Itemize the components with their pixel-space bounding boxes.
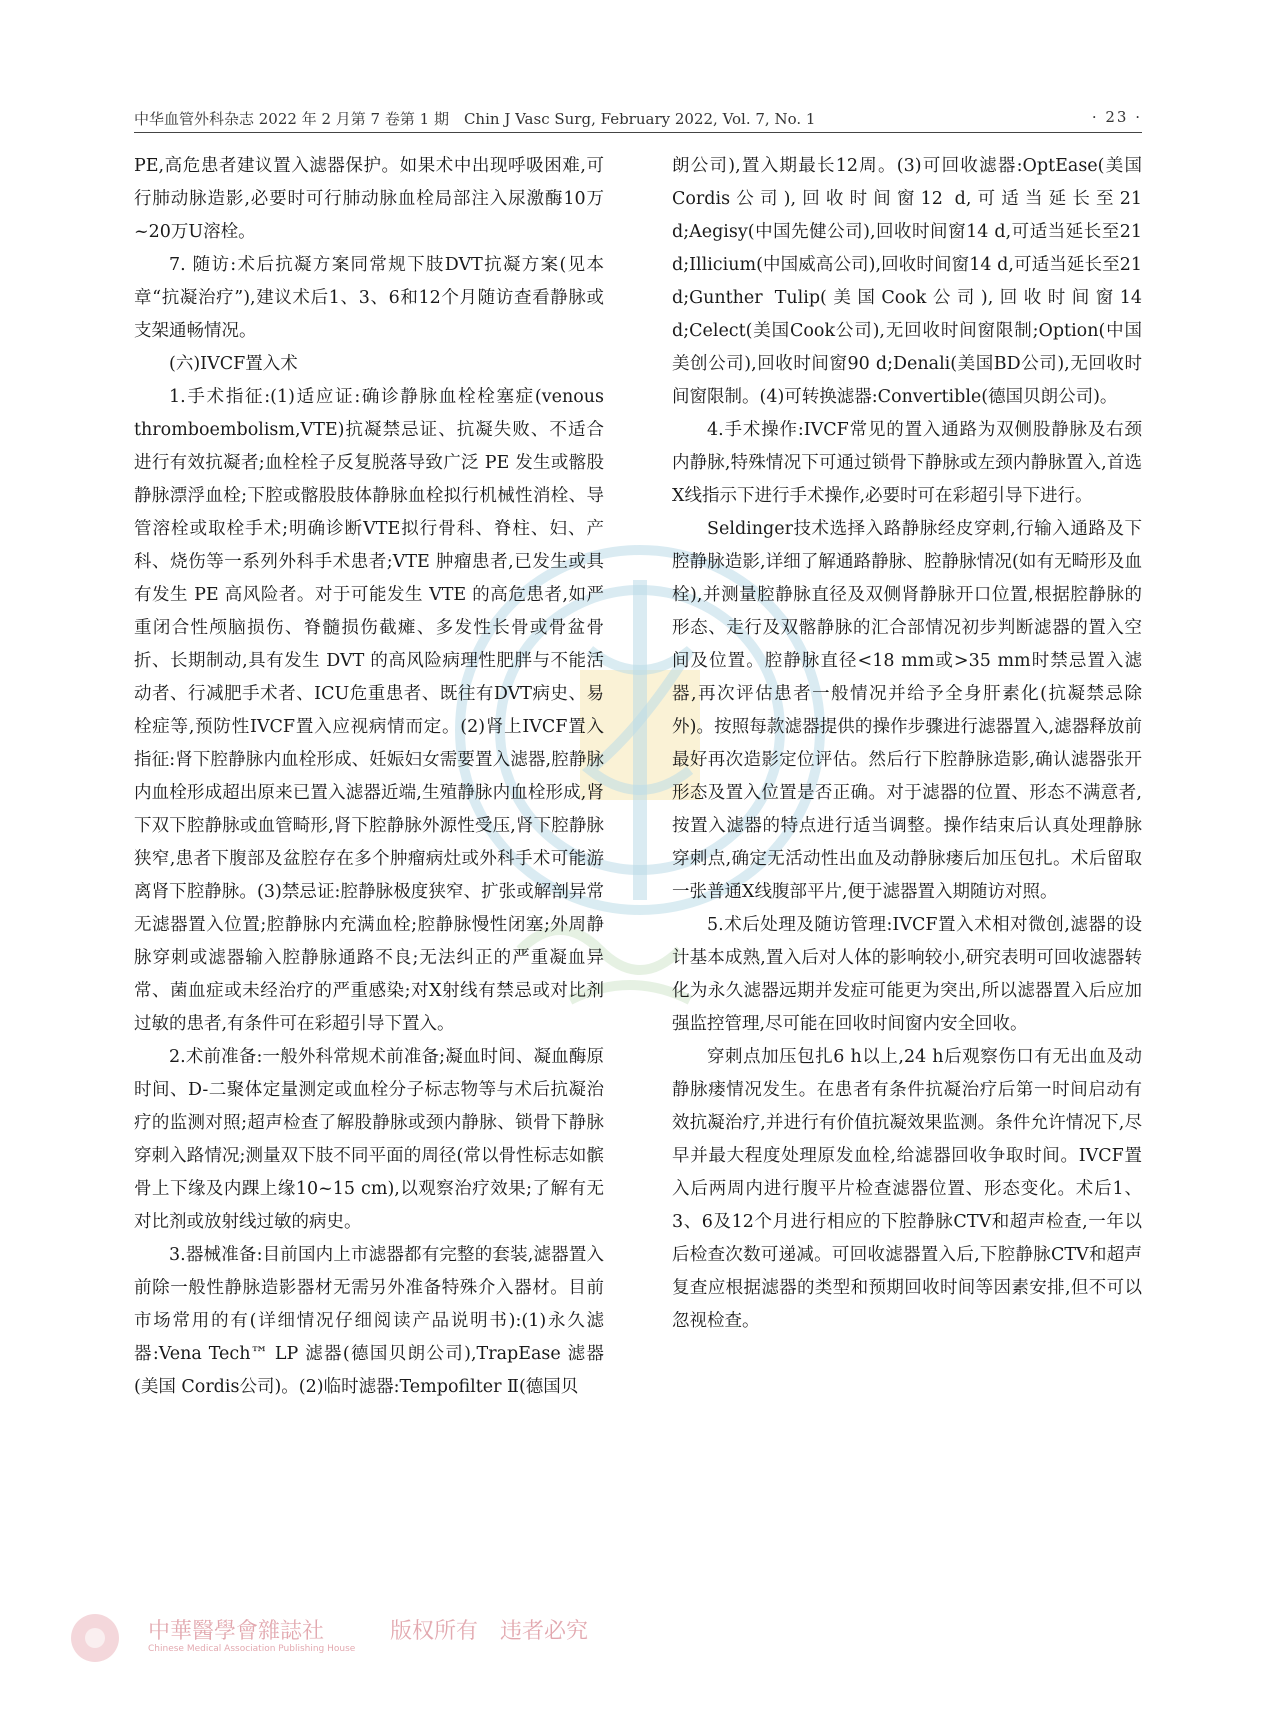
section-heading: (六)IVCF置入术 [169,354,298,374]
paragraph: 1.手术指征:(1)适应证:确诊静脉血栓栓塞症(venous thromboembolism,VTE)抗凝禁忌证、抗凝失败、不适合进行有效抗凝者;血栓栓子反复脱落导致广泛 PE 发生或髂股静脉漂浮血栓;下腔或髂股肢体静脉血栓拟行机械性消栓、导管溶栓或取栓手术;明确诊断VTE拟行骨科、脊柱、妇、产科、烧伤等一系列外科手术患者;VTE 肿瘤患者,已发生或具有发生 PE 高风险者。对于可能发生 VTE 的高危患者,如严重闭合性颅脑损伤、脊髓损伤截瘫、多发性长骨或骨盆骨折、长期制动,具有发生 DVT 的高风险病理性肥胖与不能活动者、行减肥手术者、ICU危重患者、既往有DVT病史、易栓症等,预防性IVCF置入应视病情而定。(2)肾上IVCF置入指征:肾下腔静脉内血栓形成、妊娠妇女需要置入滤器,腔静脉内血栓形成超出原来已置入滤器近端,生殖静脉内血栓形成,肾下双下腔静脉或血管畸形,肾下腔静脉外源性受压,肾下腔静脉狭窄,患者下腹部及盆腔存在多个肿瘤病灶或外科手术可能游离肾下腔静脉。(3)禁忌证:腔静脉极度狭窄、扩张或解剖异常无滤器置入位置;腔静脉内充满血栓;腔静脉慢性闭塞;外周静脉穿刺或滤器输入腔静脉通路不良;无法纠正的严重凝血异常、菌血症或未经治疗的严重感染;对X射线有禁忌或对比剂过敏的患者,有条件可在彩超引导下置入。 [134,387,604,1034]
header-rule [134,132,1142,133]
publisher-watermark [60,1608,620,1668]
page-number: · 23 · [1091,108,1142,126]
publisher-name-en: Chinese Medical Association Publishing House [148,1644,356,1654]
running-header [134,102,1142,132]
journal-citation: 中华血管外科杂志 2022 年 2 月第 7 卷第 1 期 Chin J Vasc Surg, February 2022, Vol. 7, No. 1 [134,110,816,128]
paragraph: 5.术后处理及随访管理:IVCF置入术相对微创,滤器的设计基本成熟,置入后对人体的影响较小,研究表明可回收滤器转化为永久滤器远期并发症可能更为突出,所以滤器置入后应加强监控管理,尽可能在回收时间窗内安全回收。 [672,915,1142,1034]
paragraph: 3.器械准备:目前国内上市滤器都有完整的套装,滤器置入前除一般性静脉造影器材无需另外准备特殊介入器材。目前市场常用的有(详细情况仔细阅读产品说明书):(1)永久滤器:Vena Tech™ LP 滤器(德国贝朗公司),TrapEase 滤器(美国 Cordis公司)。(2)临时滤器:Tempofilter Ⅱ(德国贝 [134,1245,604,1397]
paragraph: 穿刺点加压包扎6 h以上,24 h后观察伤口有无出血及动静脉瘘情况发生。在患者有条件抗凝治疗后第一时间启动有效抗凝治疗,并进行有价值抗凝效果监测。条件允许情况下,尽早并最大程度处理原发血栓,给滤器回收争取时间。IVCF置入后两周内进行腹平片检查滤器位置、形态变化。术后1、3、6及12个月进行相应的下腔静脉CTV和超声检查,一年以后检查次数可递减。可回收滤器置入后,下腔静脉CTV和超声复查应根据滤器的类型和预期回收时间等因素安排,但不可以忽视检查。 [672,1047,1142,1331]
publisher-logo-icon [60,1608,130,1668]
left-column [134,150,604,1590]
paragraph: 2.术前准备:一般外科常规术前准备;凝血时间、凝血酶原时间、D-二聚体定量测定或血栓分子标志物等与术后抗凝治疗的监测对照;超声检查了解股静脉或颈内静脉、锁骨下静脉穿刺入路情况;测量双下肢不同平面的周径(常以骨性标志如髌骨上下缘及内踝上缘10~15 cm),以观察治疗效果;了解有无对比剂或放射线过敏的病史。 [134,1047,604,1232]
copyright-slogan: 版权所有 违者必究 [390,1619,589,1644]
right-column [672,150,1142,1590]
paragraph: 朗公司),置入期最长12周。(3)可回收滤器:OptEase(美国Cordis公司),回收时间窗12 d,可适当延长至21 d;Aegisy(中国先健公司),回收时间窗14 d,可适当延长至21 d;Illicium(中国威高公司),回收时间窗14 d,可适当延长至21 d;Gunther Tulip(美国Cook公司),回收时间窗14 d;Celect(美国Cook公司),无回收时间窗限制;Option(中国美创公司),回收时间窗90 d;Denali(美国BD公司),无回收时间窗限制。(4)可转换滤器:Convertible(德国贝朗公司)。 [672,156,1142,407]
publisher-name: 中華醫學會雜誌社 [148,1619,325,1644]
paragraph: PE,高危患者建议置入滤器保护。如果术中出现呼吸困难,可行肺动脉造影,必要时可行肺动脉血栓局部注入尿激酶10万~20万U溶栓。 [134,156,604,242]
paragraph: Seldinger技术选择入路静脉经皮穿刺,行输入通路及下腔静脉造影,详细了解通路静脉、腔静脉情况(如有无畸形及血栓),并测量腔静脉直径及双侧肾静脉开口位置,根据腔静脉的形态、走行及双髂静脉的汇合部情况初步判断滤器的置入空间及位置。腔静脉直径<18 mm或>35 mm时禁忌置入滤器,再次评估患者一般情况并给予全身肝素化(抗凝禁忌除外)。按照每款滤器提供的操作步骤进行滤器置入,滤器释放前最好再次造影定位评估。然后行下腔静脉造影,确认滤器张开形态及置入位置是否正确。对于滤器的位置、形态不满意者,按置入滤器的特点进行适当调整。操作结束后认真处理静脉穿刺点,确定无活动性出血及动静脉瘘后加压包扎。术后留取一张普通X线腹部平片,便于滤器置入期随访对照。 [672,519,1142,902]
paragraph: 7. 随访:术后抗凝方案同常规下肢DVT抗凝方案(见本章“抗凝治疗”),建议术后1、3、6和12个月随访查看静脉或支架通畅情况。 [134,255,604,341]
paragraph: 4.手术操作:IVCF常见的置入通路为双侧股静脉及右颈内静脉,特殊情况下可通过锁骨下静脉或左颈内静脉置入,首选X线指示下进行手术操作,必要时可在彩超引导下进行。 [672,420,1142,506]
